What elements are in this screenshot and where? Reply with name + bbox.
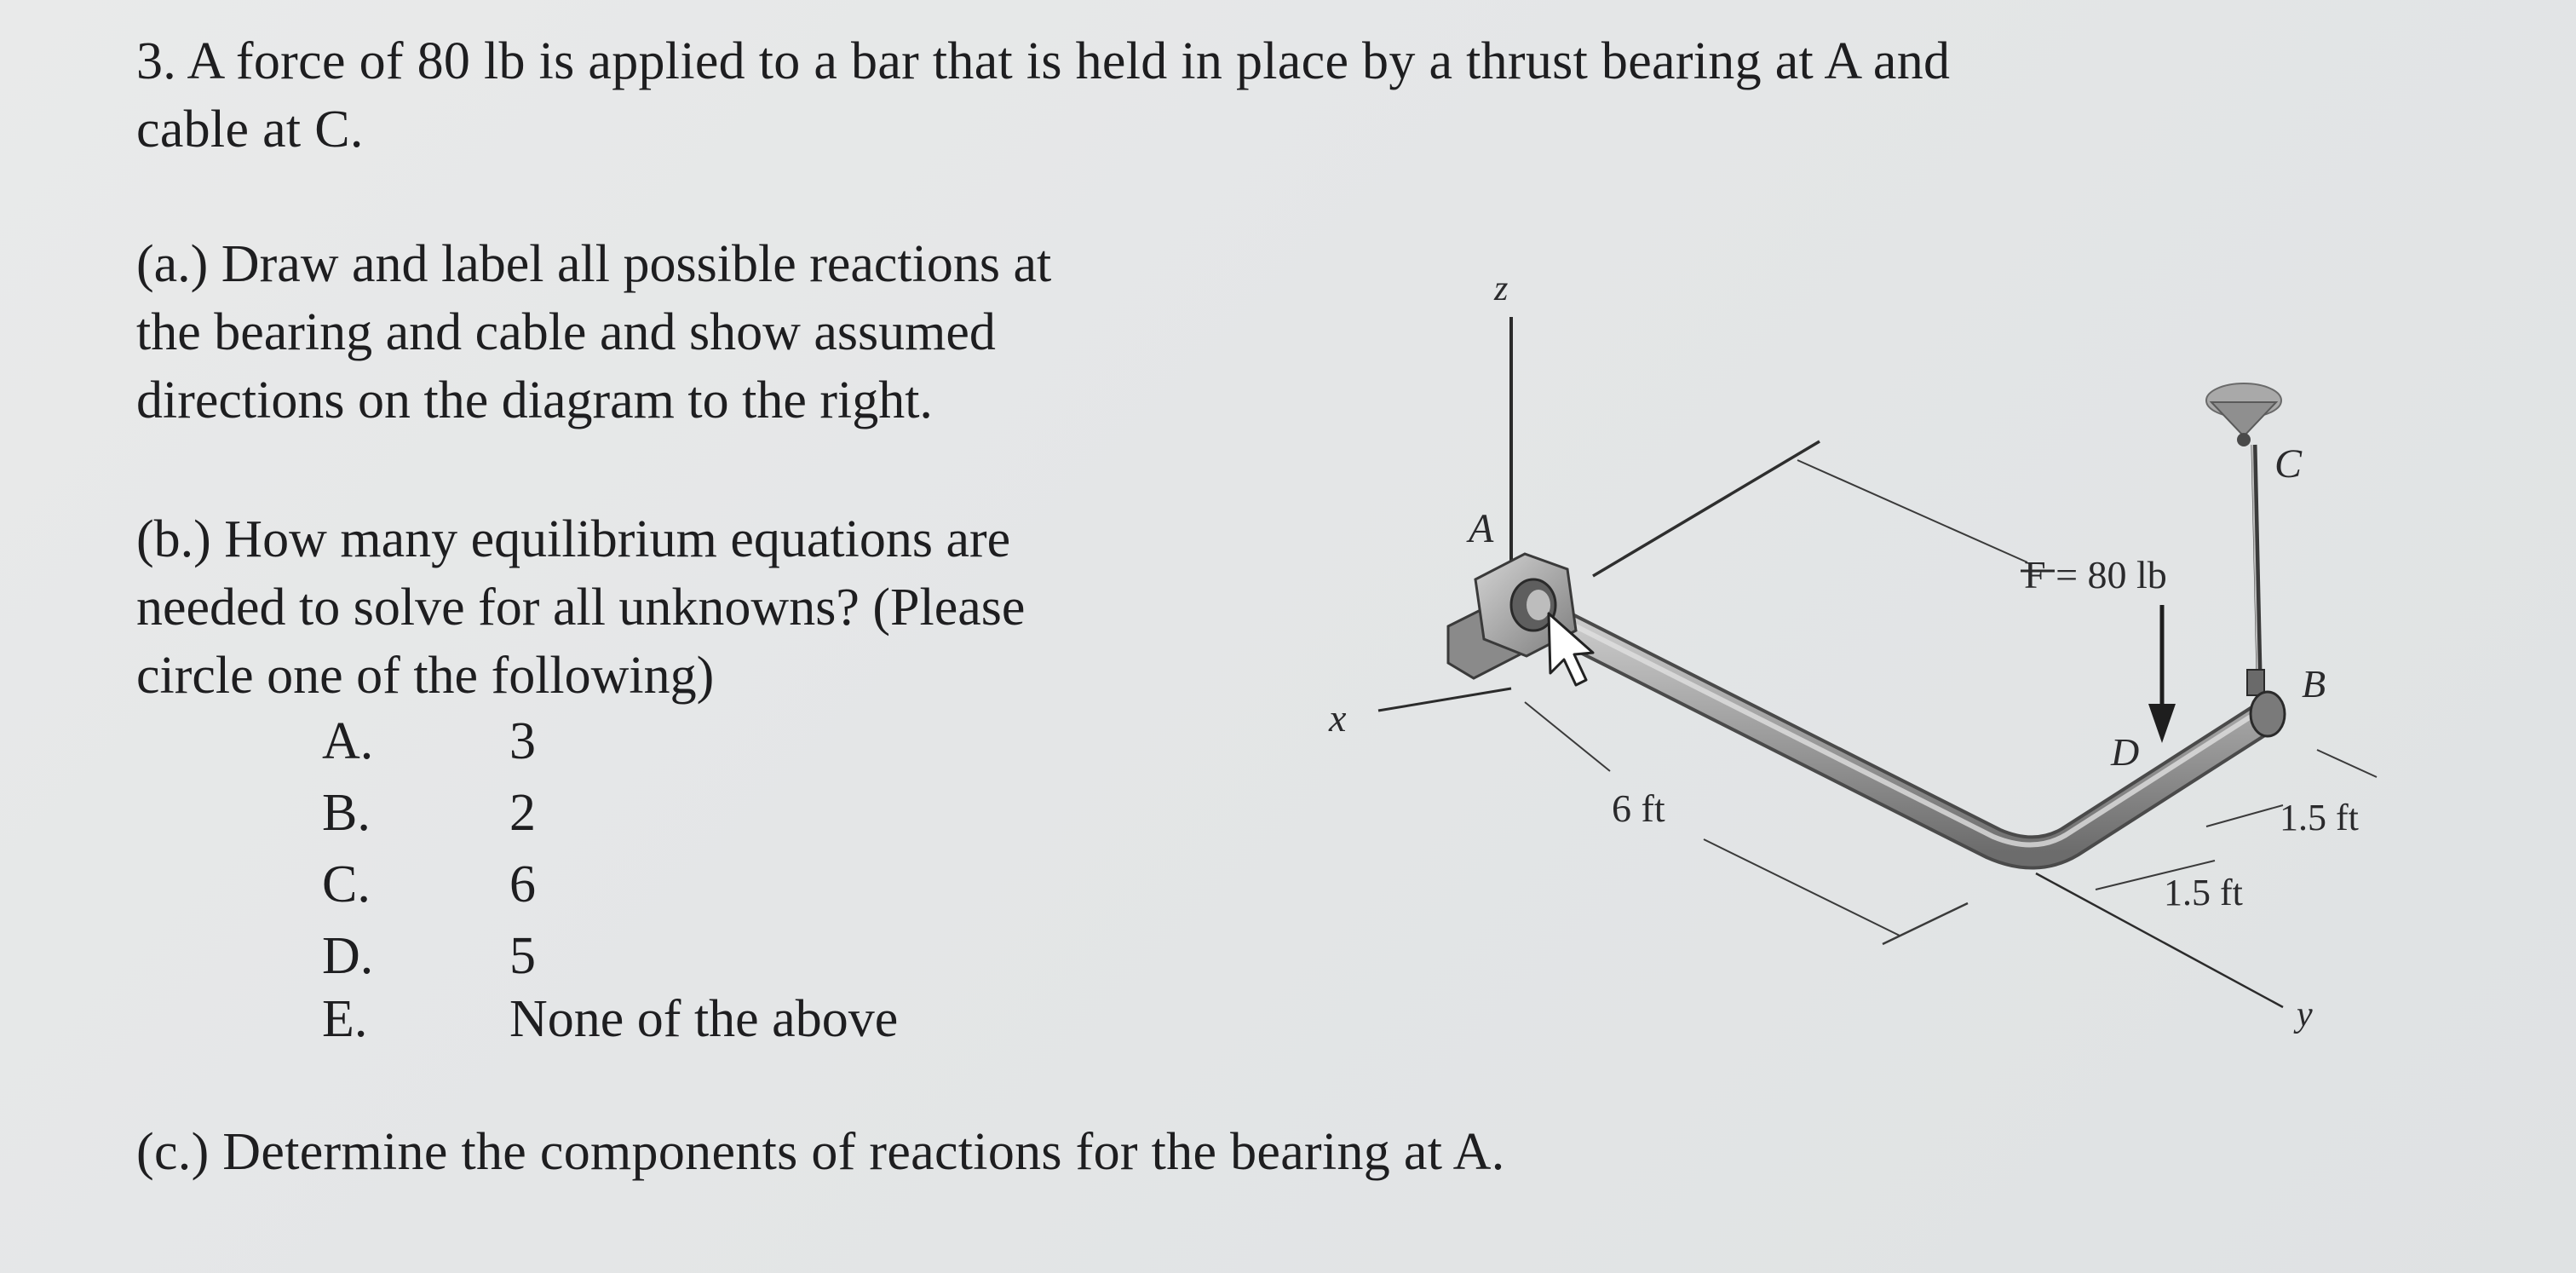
y-axis bbox=[2036, 873, 2283, 1007]
option-e-value: None of the above bbox=[509, 990, 899, 1048]
part-b-line-2: needed to solve for all unknowns? (Please bbox=[136, 579, 1026, 636]
option-a-letter: A. bbox=[322, 712, 374, 770]
dimension-line-top bbox=[1797, 460, 2027, 562]
part-a-line-1: (a.) Draw and label all possible reactions at bbox=[136, 235, 1052, 293]
option-c-value: 6 bbox=[509, 855, 536, 913]
cable-ceiling-anchor bbox=[2206, 383, 2281, 446]
point-a-label: A bbox=[1469, 506, 1494, 551]
part-b-line-1: (b.) How many equilibrium equations are bbox=[136, 510, 1011, 568]
part-b-line-3: circle one of the following) bbox=[136, 647, 715, 705]
dimension-6ft-label: 6 ft bbox=[1612, 786, 1665, 830]
dimension-line-1-5ft-c bbox=[2317, 750, 2377, 777]
dimension-line-1-5ft-b bbox=[2206, 805, 2283, 827]
option-a-value: 3 bbox=[509, 712, 536, 770]
point-b-label: B bbox=[2302, 662, 2326, 706]
problem-title-line-2: cable at C. bbox=[136, 101, 364, 158]
problem-title-line-1: 3. A force of 80 lb is applied to a bar that is held in place by a thrust bearing at A and bbox=[136, 32, 1951, 90]
dimension-tick-6ft bbox=[1883, 903, 1968, 944]
option-c-letter: C. bbox=[322, 855, 371, 913]
dimension-1-5ft-label-right: 1.5 ft bbox=[2280, 797, 2359, 838]
force-arrow-head bbox=[2148, 704, 2176, 743]
force-label: F = 80 lb bbox=[2024, 553, 2167, 596]
dimension-line-6ft-b bbox=[1704, 839, 1900, 936]
point-c-label: C bbox=[2274, 441, 2303, 487]
point-d-label: D bbox=[2111, 730, 2140, 774]
cable-c-attachment bbox=[2247, 670, 2264, 695]
part-a-line-2: the bearing and cable and show assumed bbox=[136, 303, 996, 361]
x-axis bbox=[1378, 688, 1511, 711]
option-d-value: 5 bbox=[509, 927, 536, 985]
dimension-line-6ft-a bbox=[1525, 702, 1610, 771]
reference-edge-line bbox=[1593, 441, 1820, 576]
z-axis-label: z bbox=[1494, 269, 1509, 308]
part-c-text: (c.) Determine the components of reactions for the bearing at A. bbox=[136, 1123, 1505, 1181]
y-axis-label: y bbox=[2297, 995, 2313, 1034]
option-e-letter: E. bbox=[322, 990, 368, 1048]
part-a-line-3: directions on the diagram to the right. bbox=[136, 372, 933, 429]
option-b-value: 2 bbox=[509, 784, 536, 842]
dimension-1-5ft-label-lower: 1.5 ft bbox=[2164, 872, 2243, 913]
bar-end-b bbox=[2251, 692, 2285, 736]
option-d-letter: D. bbox=[322, 927, 374, 985]
option-b-letter: B. bbox=[322, 784, 371, 842]
x-axis-label: x bbox=[1329, 696, 1347, 740]
